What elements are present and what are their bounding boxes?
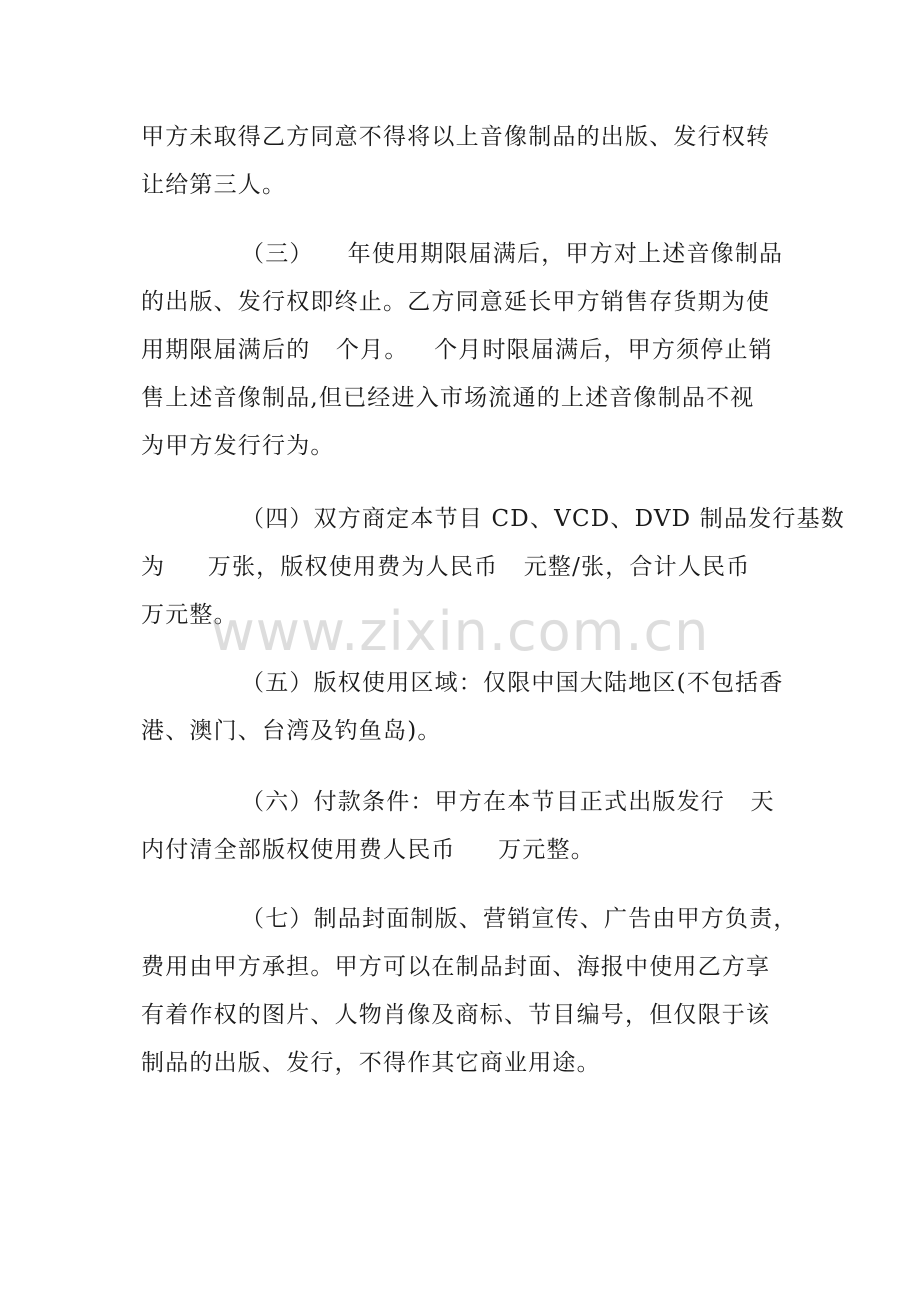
text-line: 的出版、发行权即终止。乙方同意延长甲方销售存货期为使	[141, 289, 771, 315]
clause-heading-6: （六）付款条件：甲方在本节目正式出版发行 天	[241, 789, 775, 815]
clause-heading-5: （五）版权使用区域：仅限中国大陆地区(不包括香	[241, 670, 784, 696]
text-line: 有着作权的图片、人物肖像及商标、节目编号，但仅限于该	[141, 1002, 771, 1028]
text-line: 用期限届满后的 个月。 个月时限届满后，甲方须停止销	[141, 337, 773, 363]
clause-heading-7: （七）制品封面制版、营销宣传、广告由甲方负责，	[241, 906, 798, 932]
text-line: 为 万张，版权使用费为人民币 元整/张，合计人民币	[141, 554, 751, 580]
watermark: www.zixin.com.cn	[210, 600, 710, 663]
text-line: 售上述音像制品,但已经进入市场流通的上述音像制品不视	[141, 385, 755, 411]
text-line: 万元整。	[141, 602, 238, 628]
text-line: 甲方未取得乙方同意不得将以上音像制品的出版、发行权转	[141, 124, 771, 150]
clause-heading-3: （三） 年使用期限届满后，甲方对上述音像制品	[241, 241, 784, 267]
text-line: 让给第三人。	[141, 172, 287, 198]
text-line: 为甲方发行行为。	[141, 433, 335, 459]
clause-heading-4: （四）双方商定本节目 CD、VCD、DVD 制品发行基数	[241, 506, 845, 532]
text-line: 内付清全部版权使用费人民币 万元整。	[141, 837, 595, 863]
text-line: 港、澳门、台湾及钓鱼岛)。	[141, 718, 442, 744]
text-line: 制品的出版、发行，不得作其它商业用途。	[141, 1050, 601, 1076]
text-line: 费用由甲方承担。甲方可以在制品封面、海报中使用乙方享	[141, 954, 771, 980]
